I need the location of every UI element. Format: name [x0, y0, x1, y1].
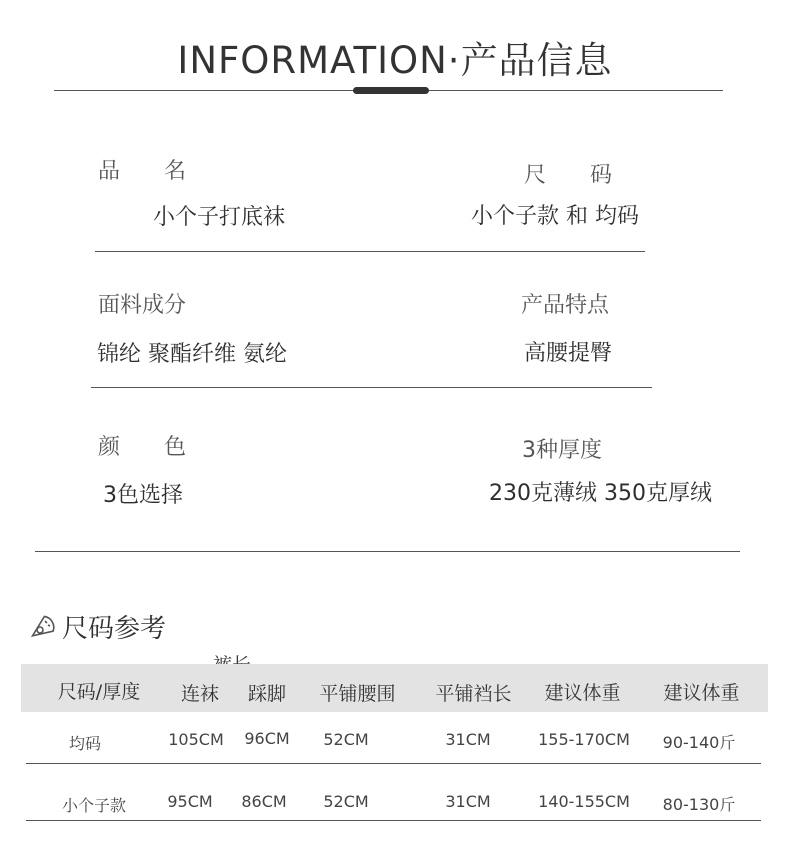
table-row-1-height: 155-170CM [538, 730, 630, 749]
name-label: 品名 [98, 159, 231, 184]
ruler-icon [28, 612, 56, 640]
info-divider-1 [95, 251, 645, 252]
fabric-label: 面料成分 [98, 293, 187, 318]
table-row-divider [26, 763, 761, 764]
table-row-1-rise: 31CM [445, 730, 491, 749]
color-label: 颜色 [98, 435, 231, 460]
table-row-2-stirrup: 86CM [241, 792, 287, 811]
table-row-2-with-feet: 95CM [167, 792, 213, 811]
table-row-1-weight: 90-140斤 [662, 733, 736, 752]
table-row-2-size: 小个子款 [61, 796, 126, 815]
header-size: 尺码/厚度 [57, 681, 141, 703]
table-row-1-size: 均码 [68, 734, 101, 753]
info-divider-3 [35, 551, 740, 552]
header-height: 建议体重 [544, 682, 621, 704]
title-accent-bar [353, 87, 429, 94]
size-value: 小个子款 和 均码 [471, 204, 639, 229]
color-value: 3色选择 [103, 483, 183, 508]
table-row-2-weight: 80-130斤 [662, 795, 736, 814]
table-row-1-stirrup: 96CM [244, 729, 290, 748]
thickness-value: 230克薄绒 350克厚绒 [489, 481, 712, 506]
table-row-2-waist: 52CM [323, 792, 369, 811]
size-section-title: 尺码参考 [62, 614, 167, 644]
header-waist: 平铺腰围 [319, 683, 396, 705]
header-rise: 平铺裆长 [435, 683, 512, 705]
table-row-2-rise: 31CM [445, 792, 491, 811]
table-row-1-waist: 52CM [323, 730, 369, 749]
header-weight: 建议体重 [663, 682, 740, 704]
thickness-label: 3种厚度 [522, 438, 602, 463]
size-label: 尺码 [524, 163, 657, 188]
header-with-feet: 连袜 [180, 683, 219, 705]
table-row-1-with-feet: 105CM [168, 730, 224, 749]
fabric-value: 锦纶 聚酯纤维 氨纶 [97, 342, 287, 367]
feature-label: 产品特点 [521, 293, 610, 318]
name-value: 小个子打底袜 [153, 205, 286, 230]
feature-value: 高腰提臀 [524, 341, 613, 366]
table-bottom-border [26, 820, 761, 821]
table-row-2-height: 140-155CM [538, 792, 630, 811]
info-divider-2 [91, 387, 652, 388]
page-title: INFORMATION·产品信息 [177, 39, 613, 82]
header-stirrup: 踩脚 [247, 683, 286, 705]
